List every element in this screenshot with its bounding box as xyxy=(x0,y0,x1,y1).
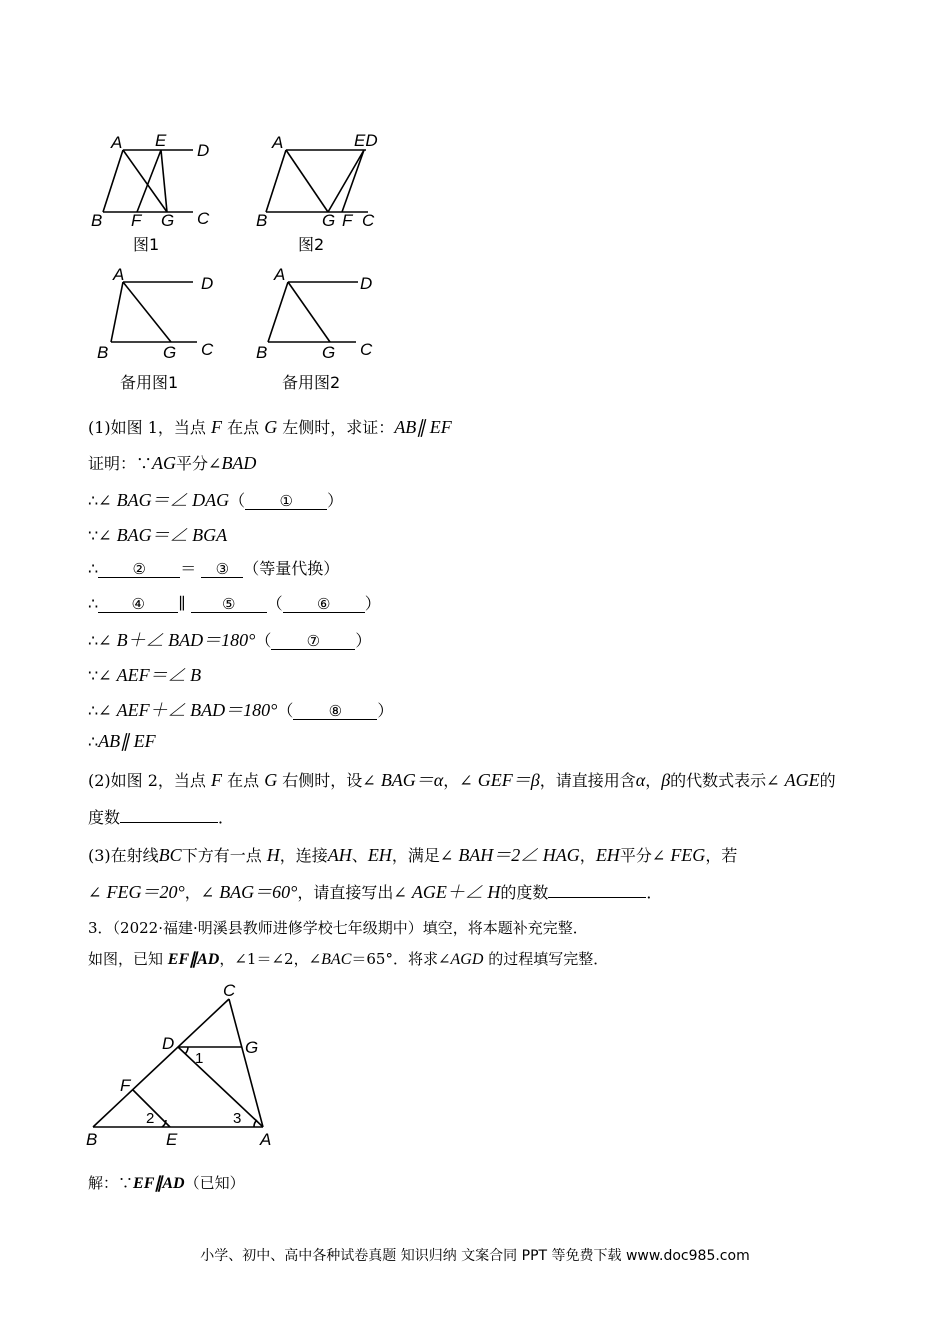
q1-intro: (1)如图 1，当点 F 在点 G 左侧时，求证：AB∥ EF xyxy=(88,417,452,437)
q2-answer-blank[interactable] xyxy=(120,822,218,823)
p3-label-A: A xyxy=(260,1130,272,1149)
blank-3[interactable]: ③ xyxy=(201,561,243,578)
q3-line-2: ∠ FEG＝20°，∠ BAG＝60°，请直接写出∠ AGE＋∠ H的度数 ． xyxy=(88,882,663,902)
fig2-label-F: F xyxy=(342,211,353,228)
fig2-label-C: C xyxy=(362,211,375,228)
blank-1[interactable]: ① xyxy=(245,493,327,510)
p3-label-D: D xyxy=(162,1034,175,1053)
spare1-label-D: D xyxy=(201,274,214,293)
problem-3-solution: 解：∵EF∥AD（已知） xyxy=(88,1174,245,1192)
blank-8[interactable]: ⑧ xyxy=(293,703,377,720)
problem-3-title: 3．（2022·福建·明溪县教师进修学校七年级期中）填空，将本题补充完整． xyxy=(88,919,588,937)
page-footer: 小学、初中、高中各种试卷真题 知识归纳 文案合同 PPT 等免费下载 www.doc985.com xyxy=(200,1248,750,1264)
q2-line-1: (2)如图 2，当点 F 在点 G 右侧时，设∠ BAG＝α，∠ GEF＝β，请直接用含α，β的代数式表示∠ AGE的 xyxy=(88,770,836,790)
problem-3-statement: 如图，已知 EF∥AD，∠1＝∠2，∠BAC＝65°．将求∠AGD 的过程填写完整． xyxy=(88,950,609,968)
fig2-label-G: G xyxy=(322,211,336,228)
fig2-label-ED: ED xyxy=(354,131,378,150)
spare-figure-2 xyxy=(250,262,390,367)
q1-proof-line-3: ∵∠ BAG＝∠ BGA xyxy=(88,525,228,545)
spare2-caption: 备用图2 xyxy=(282,373,341,392)
p3-angle-3: 3 xyxy=(233,1110,242,1127)
p3-angle-2: 2 xyxy=(146,1110,155,1127)
fig1-label-G: G xyxy=(161,211,175,228)
q1-proof-line-9: ∴AB∥ EF xyxy=(88,731,156,751)
fig1-label-A: A xyxy=(111,133,123,152)
blank-4[interactable]: ④ xyxy=(98,596,178,613)
fig1-label-D: D xyxy=(197,141,210,160)
q1-proof-line-8: ∴∠ AEF＋∠ BAD＝180°（ ⑧ ） xyxy=(88,700,394,720)
p3-label-B: B xyxy=(86,1130,98,1149)
q1-proof-line-4: ∴ ② ＝ ③ （等量代换） xyxy=(88,559,340,578)
spare1-label-A: A xyxy=(113,265,125,284)
spare2-label-B: B xyxy=(256,343,268,362)
q1-proof-line-6: ∴∠ B＋∠ BAD＝180°（ ⑦ ） xyxy=(88,630,372,650)
fig2-label-A: A xyxy=(272,133,284,152)
spare1-caption: 备用图1 xyxy=(120,373,179,392)
fig1-label-F: F xyxy=(131,211,142,228)
fig2-caption: 图2 xyxy=(298,235,325,254)
fig1-label-B: B xyxy=(91,211,103,228)
p3-angle-1: 1 xyxy=(195,1050,204,1067)
p3-label-F: F xyxy=(120,1076,131,1095)
q1-proof-line-1: 证明：∵AG平分∠BAD xyxy=(88,453,257,473)
spare-figure-1 xyxy=(85,262,225,367)
spare2-label-C: C xyxy=(360,340,373,359)
figure-2 xyxy=(250,128,390,228)
q3-answer-blank[interactable] xyxy=(548,897,646,898)
spare2-label-G: G xyxy=(322,343,336,362)
spare2-label-A: A xyxy=(274,265,286,284)
blank-7[interactable]: ⑦ xyxy=(271,633,355,650)
spare1-label-G: G xyxy=(163,343,177,362)
figure-1 xyxy=(85,128,225,228)
q2-line-2: 度数 ． xyxy=(88,808,235,827)
blank-2[interactable]: ② xyxy=(98,561,180,578)
spare1-label-C: C xyxy=(201,340,214,359)
q3-line-1: (3)在射线BC下方有一点 H，连接AH、EH，满足∠ BAH＝2∠ HAG，EH平分∠ FEG，若 xyxy=(88,845,738,865)
q1-proof-line-5: ∴ ④ ∥ ⑤ （ ⑥ ） xyxy=(88,594,381,613)
fig2-label-B: B xyxy=(256,211,268,228)
blank-5[interactable]: ⑤ xyxy=(191,596,267,613)
fig1-label-C: C xyxy=(197,209,210,228)
spare1-label-B: B xyxy=(97,343,109,362)
p3-label-E: E xyxy=(166,1130,178,1149)
fig1-caption: 图1 xyxy=(133,235,160,254)
fig1-label-E: E xyxy=(155,131,167,150)
q1-proof-line-7: ∵∠ AEF＝∠ B xyxy=(88,665,202,685)
problem-3-figure xyxy=(80,975,290,1150)
q1-proof-line-2: ∴∠ BAG＝∠ DAG（ ① ） xyxy=(88,490,344,510)
blank-6[interactable]: ⑥ xyxy=(283,596,365,613)
spare2-label-D: D xyxy=(360,274,373,293)
p3-label-C: C xyxy=(223,981,236,1000)
p3-label-G: G xyxy=(245,1038,259,1057)
